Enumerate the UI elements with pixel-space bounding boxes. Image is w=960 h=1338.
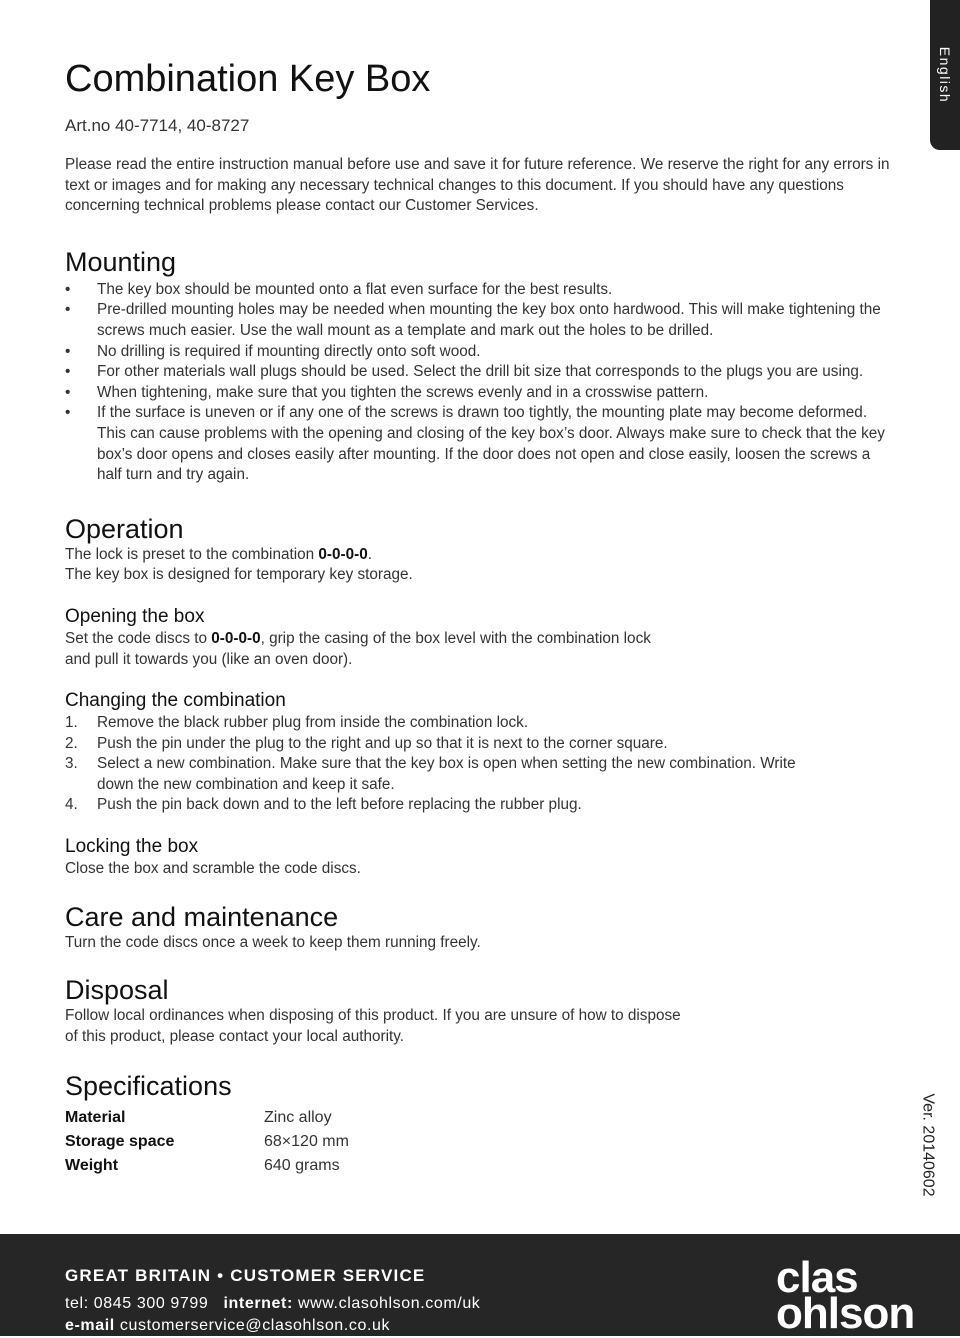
mounting-list	[65, 280, 895, 486]
language-tab-label: English	[937, 46, 954, 104]
footer-email-line: e-mail customerservice@clasohlson.co.uk	[65, 1317, 391, 1334]
step-item: 2. Push the pin under the plug to the right and up so that it is next to the corner square.	[65, 734, 668, 752]
footer-contact-line: tel: 0845 300 9799 internet: www.clasohlson.com/uk	[65, 1295, 481, 1312]
website-link[interactable]: www.clasohlson.com/uk	[297, 1295, 481, 1312]
step-item: 3. Select a new combination. Make sure that the key box is open when setting the new combination. Write down the new combination and keep it safe.	[65, 755, 796, 793]
article-number: Art.no 40-7714, 40-8727	[65, 116, 250, 135]
language-tab	[930, 0, 960, 150]
list-item: • No drilling is required if mounting directly onto soft wood.	[65, 342, 481, 360]
manual-body	[65, 56, 895, 1178]
step-item: 4. Push the pin back down and to the left before replacing the rubber plug.	[65, 796, 582, 814]
list-item: • When tightening, make sure that you tighten the screws evenly and in a crosswise pattern.	[65, 383, 709, 401]
specifications-heading: Specifications	[65, 1071, 232, 1102]
clas-ohlson-logo: clas ohlson	[776, 1253, 915, 1338]
locking-heading: Locking the box	[65, 836, 199, 858]
operation-text: The lock is preset to the combination 0-0-0-0. The key box is designed for temporary key storage.	[65, 545, 413, 584]
changing-steps	[65, 713, 895, 816]
footer-region: GREAT BRITAIN • CUSTOMER SERVICE	[65, 1266, 426, 1285]
disposal-heading: Disposal	[65, 975, 169, 1006]
opening-heading: Opening the box	[65, 605, 205, 627]
list-item: • For other materials wall plugs should be used. Select the drill bit size that corresponds to the plugs you are using.	[65, 363, 864, 381]
operation-heading: Operation	[65, 513, 184, 544]
version-label: Ver. 20140602	[920, 1093, 937, 1197]
disposal-text: Follow local ordinances when disposing of this product. If you are unsure of how to dispose of this product, please contact your local authority.	[65, 1007, 681, 1045]
step-item: 1. Remove the black rubber plug from inside the combination lock.	[65, 714, 529, 732]
list-item: • Pre-drilled mounting holes may be needed when mounting the key box onto hardwood. This will make tightening the screws much easier. Use the wall mount as a template and mark out the holes to be drilled.	[65, 301, 881, 339]
mounting-heading: Mounting	[65, 246, 177, 277]
care-heading: Care and maintenance	[65, 901, 339, 932]
page-title: Combination Key Box	[65, 58, 431, 100]
changing-heading: Changing the combination	[65, 690, 286, 712]
table-row: Material Zinc alloy	[65, 1109, 332, 1127]
email-link[interactable]: customerservice@clasohlson.co.uk	[119, 1317, 391, 1334]
default-combination: 0-0-0-0	[318, 545, 368, 563]
list-item: • The key box should be mounted onto a flat even surface for the best results.	[65, 280, 613, 298]
table-row: Weight 640 grams	[65, 1157, 340, 1175]
footer	[0, 1234, 960, 1336]
locking-text: Close the box and scramble the code discs.	[65, 860, 361, 878]
care-text: Turn the code discs once a week to keep them running freely.	[65, 933, 481, 951]
opening-text: Set the code discs to 0-0-0-0, grip the casing of the box level with the combination lock and pull it towards you (like an oven door).	[65, 629, 651, 668]
list-item: • If the surface is uneven or if any one of the screws is drawn too tightly, the mounting plate may become deformed. This can cause problems with the opening and closing of the key box’s door. Always make sure to check that the key box’s door opens and closes easily after mounting. If the door does not open and close easily, loosen the screws a half turn and try again.	[65, 404, 885, 484]
opening-combination: 0-0-0-0	[211, 629, 261, 647]
intro-paragraph: Please read the entire instruction manual before use and save it for future reference. We reserve the right for any errors in text or images and for making any necessary technical changes to this document. If you should have any questions concerning technical problems please contact our Customer Services.	[65, 156, 890, 215]
phone-number[interactable]: 0845 300 9799	[93, 1295, 209, 1312]
specifications-table	[65, 1106, 349, 1178]
table-row: Storage space 68×120 mm	[65, 1133, 349, 1151]
